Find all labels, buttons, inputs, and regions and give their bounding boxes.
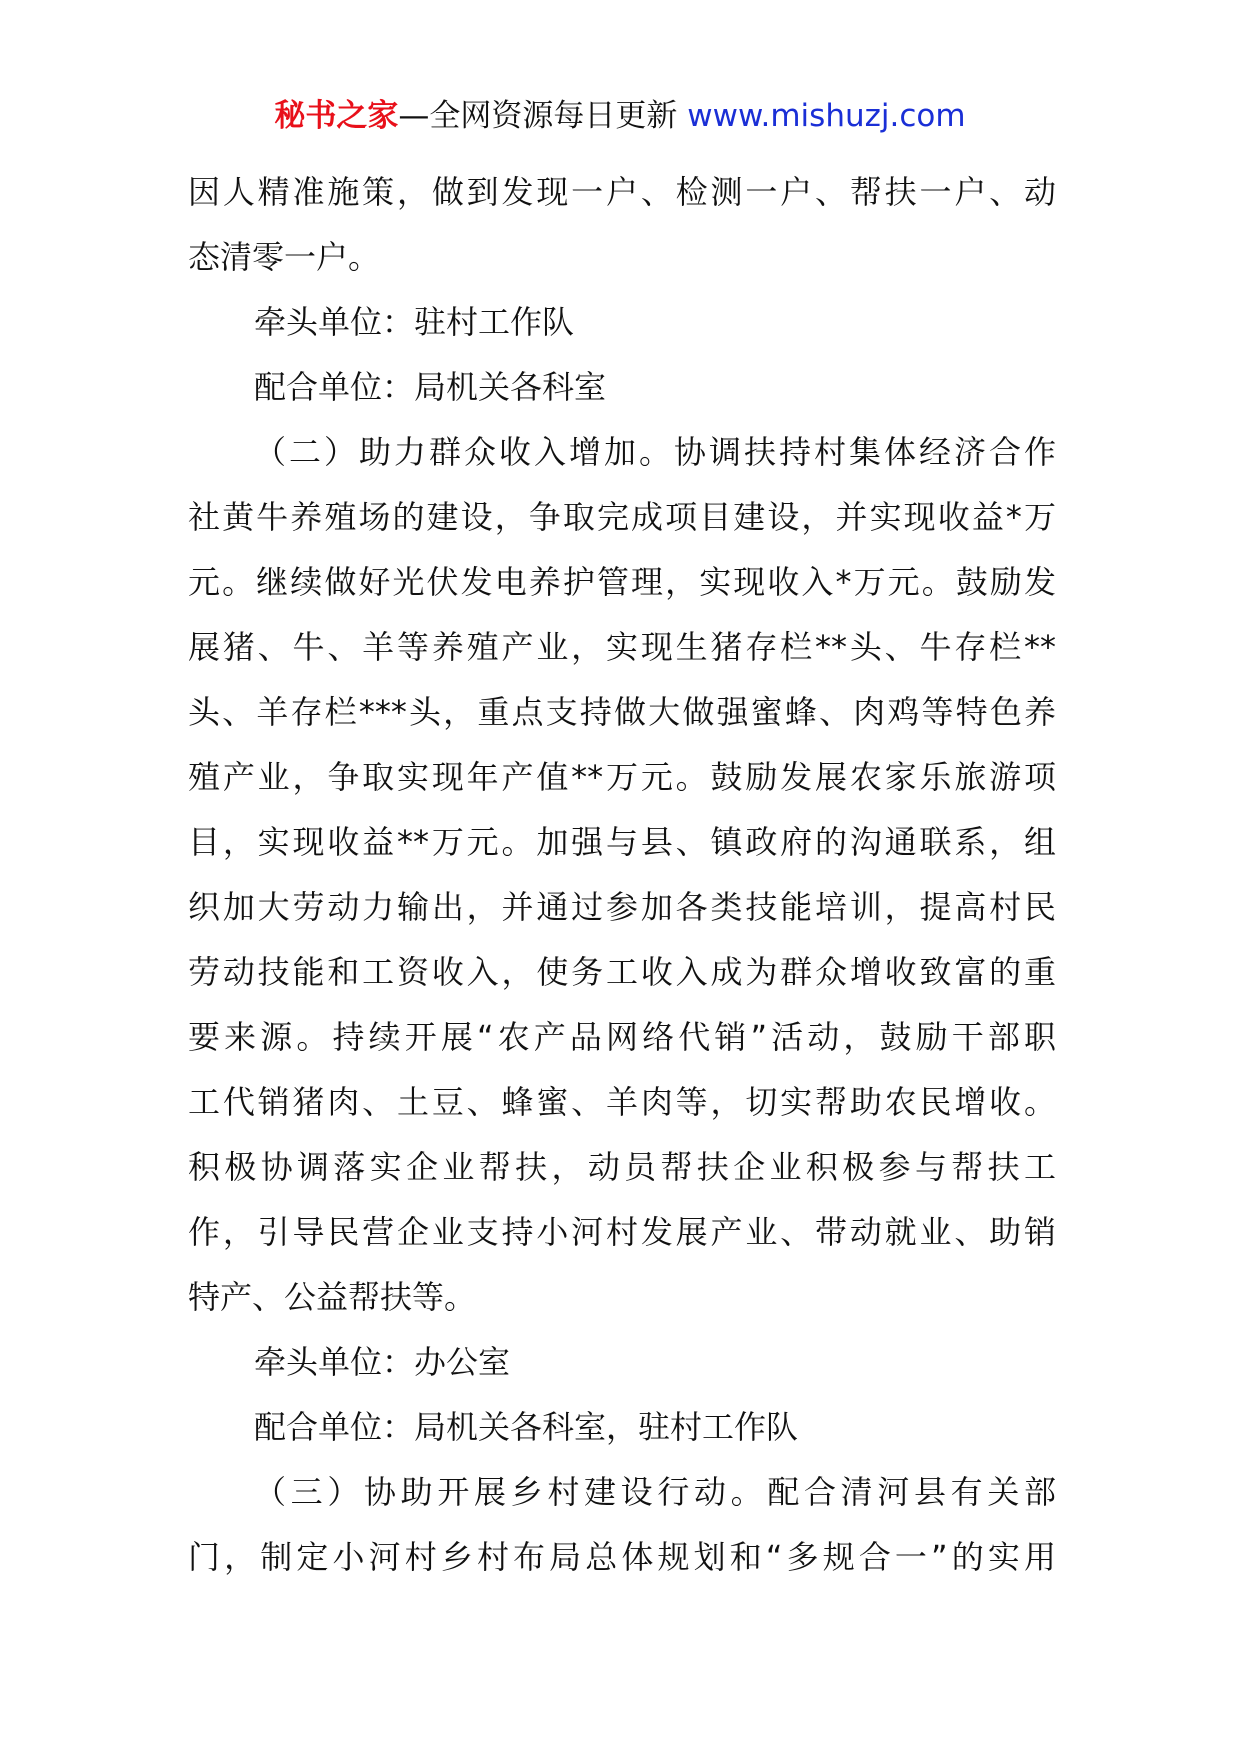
text-line: 殖产业，争取实现年产值**万元。鼓励发展农家乐旅游项: [188, 758, 1056, 796]
header-slogan: —全网资源每日更新: [398, 98, 688, 134]
text-line: 因人精准施策，做到发现一户、检测一户、帮扶一户、动: [188, 173, 1056, 211]
section-heading-line: （二）助力群众收入增加。协调扶持村集体经济合作: [254, 433, 1056, 471]
text-line: 织加大劳动力输出，并通过参加各类技能培训，提高村民: [188, 888, 1056, 926]
text-line: 门，制定小河村乡村布局总体规划和“多规合一”的实用: [188, 1538, 1056, 1576]
text-line: 元。继续做好光伏发电养护管理，实现收入*万元。鼓励发: [188, 563, 1056, 601]
document-body: [188, 160, 1056, 1590]
support-unit-line: 配合单位：局机关各科室: [254, 368, 607, 406]
lead-unit-line: 牵头单位：办公室: [254, 1343, 511, 1381]
text-line: 劳动技能和工资收入，使务工收入成为群众增收致富的重: [188, 953, 1056, 991]
lead-unit-line: 牵头单位：驻村工作队: [254, 303, 575, 341]
site-url-link[interactable]: www.mishuzj.com: [687, 98, 966, 134]
text-line: 社黄牛养殖场的建设，争取完成项目建设，并实现收益*万: [188, 498, 1056, 536]
section-heading-line: （三）协助开展乡村建设行动。配合清河县有关部: [254, 1473, 1056, 1511]
text-line: 工代销猪肉、土豆、蜂蜜、羊肉等，切实帮助农民增收。: [188, 1083, 1056, 1121]
text-line: 积极协调落实企业帮扶，动员帮扶企业积极参与帮扶工: [188, 1148, 1056, 1186]
text-line: 要来源。持续开展“农产品网络代销”活动，鼓励干部职: [188, 1018, 1056, 1056]
text-line: 特产、公益帮扶等。: [188, 1278, 477, 1316]
site-header: [0, 96, 1240, 136]
text-line: 目，实现收益**万元。加强与县、镇政府的沟通联系，组: [188, 823, 1056, 861]
brand-name: 秘书之家: [274, 98, 399, 134]
support-unit-line: 配合单位：局机关各科室，驻村工作队: [254, 1408, 799, 1446]
text-line: 展猪、牛、羊等养殖产业，实现生猪存栏**头、牛存栏**: [188, 628, 1056, 666]
text-line: 头、羊存栏***头，重点支持做大做强蜜蜂、肉鸡等特色养: [188, 693, 1056, 731]
text-line: 作，引导民营企业支持小河村发展产业、带动就业、助销: [188, 1213, 1056, 1251]
text-line: 态清零一户。: [188, 238, 381, 276]
